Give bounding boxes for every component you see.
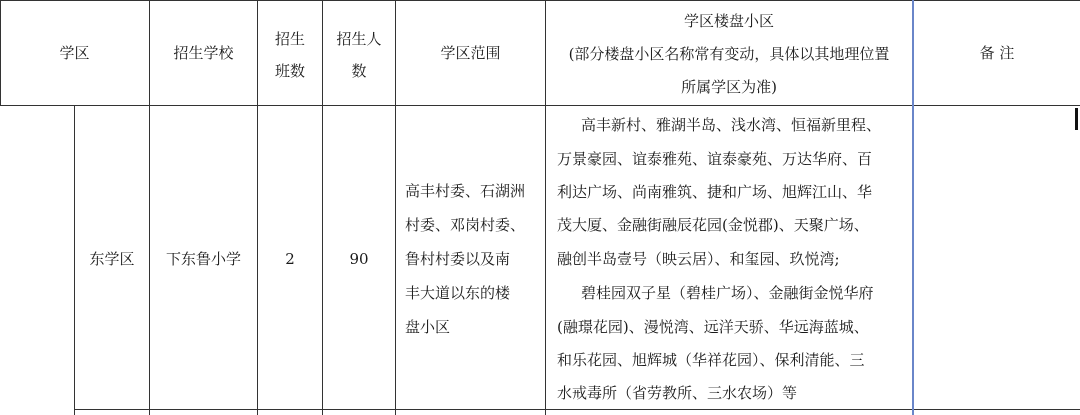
estates-line: 万景豪园、谊泰雅苑、谊泰豪苑、万达华府、百 [557,150,873,168]
header-enroll-line2: 数 [351,62,367,80]
scope-line: 村委、邓岗村委、 [405,216,526,234]
header-classes-line2: 班数 [274,62,305,80]
header-bottom-border [0,105,1080,106]
estates-line: 高丰新村、雅湖半岛、浅水湾、恒福新里程、 [581,116,882,134]
text-cursor [1075,108,1078,130]
scope-line: 鲁村村委以及南 [405,250,511,268]
scope-line: 高丰村委、石湖洲 [405,182,526,200]
cell-district: 东学区 [89,250,135,268]
header-estates-note-1: (部分楼盘小区名称常有变动，具体以其地理位置 [568,45,890,63]
cell-classes: 2 [285,250,295,268]
header-scope: 学区范围 [440,44,501,62]
header-district: 学区 [59,44,90,62]
estates-line: 融创半岛壹号（映云居）、和玺园、玖悦湾; [557,250,840,268]
estates-line: 碧桂园双子星（碧桂广场）、金融街金悦华府 [581,284,874,302]
estates-line: 和乐花园、旭辉城（华祥花园）、保利清能、三 [557,351,865,369]
estates-line: 利达广场、尚南雅筑、捷和广场、旭辉江山、华 [557,183,873,201]
header-classes-line1: 招生 [274,30,305,48]
header-enroll-line1: 招生人 [336,30,382,48]
estates-line: (融璟花园)、漫悦湾、远洋天骄、华远海蓝城、 [557,318,869,336]
header-estates-title: 学区楼盘小区 [683,12,774,30]
cell-enroll: 90 [349,250,369,268]
header-estates-note-2: 所属学区为准) [681,78,777,96]
row-bottom-border [74,409,1080,410]
table-top-border [0,0,1080,1]
cell-school: 下东鲁小学 [165,250,241,268]
estates-line: 水戒毒所（省劳教所、三水农场）等 [557,384,798,402]
scope-line: 盘小区 [405,318,451,336]
header-remark: 备 注 [979,44,1015,62]
scope-line: 丰大道以东的楼 [405,284,511,302]
estates-line: 茂大厦、金融街融辰花园(金悦郡)、天聚广场、 [557,216,869,234]
header-school: 招生学校 [173,44,234,62]
